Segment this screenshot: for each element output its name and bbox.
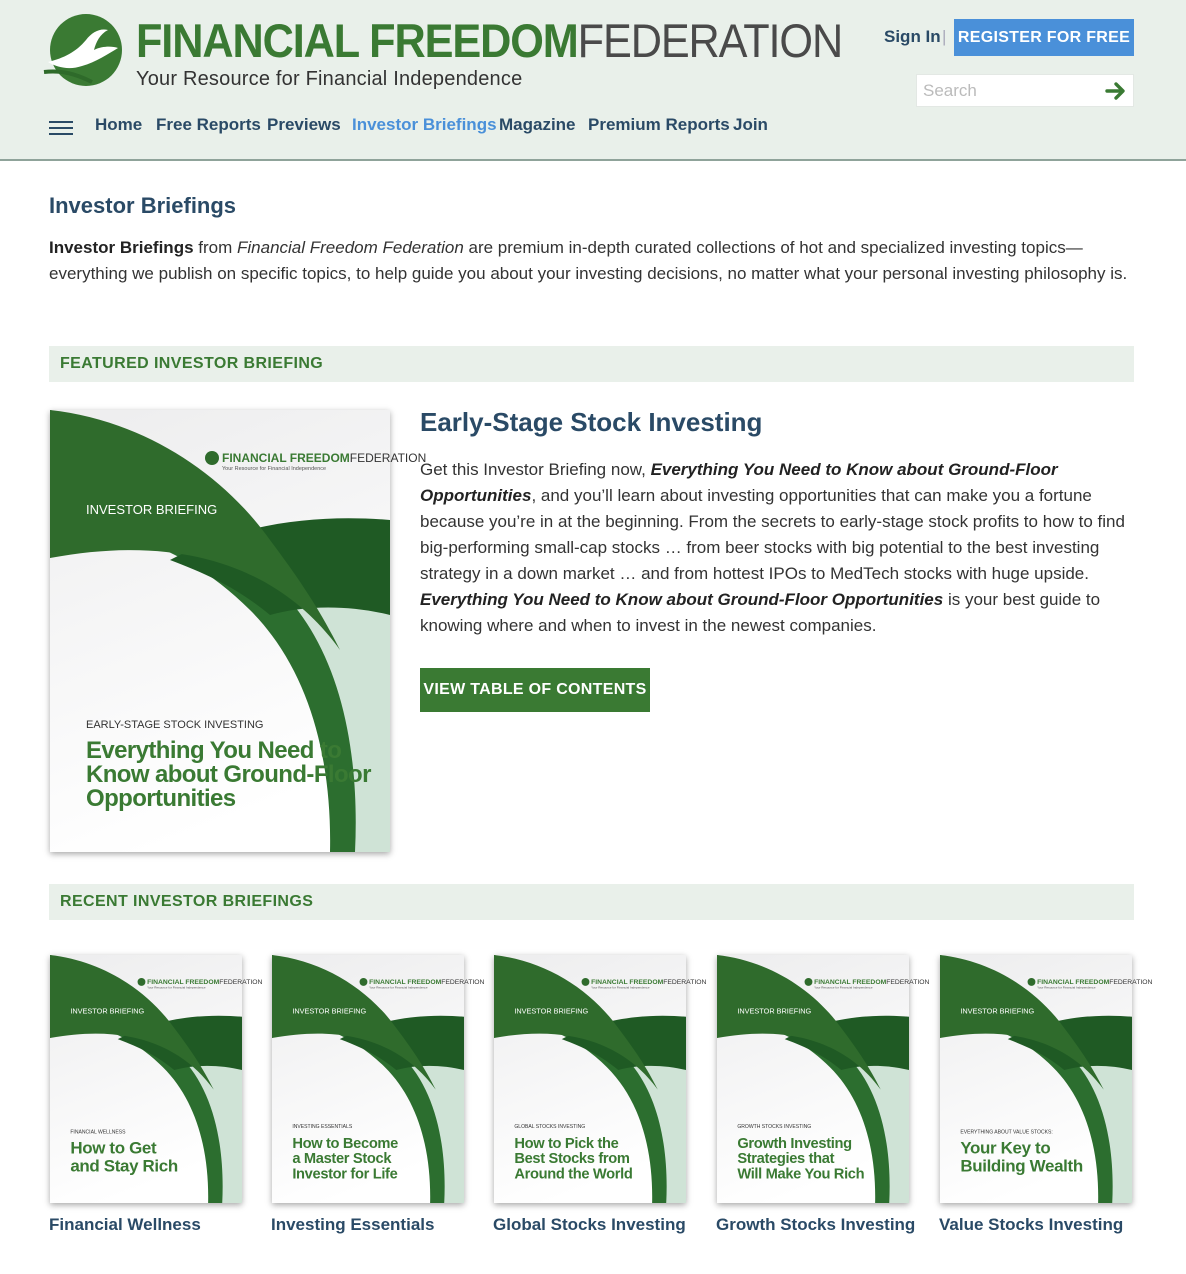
featured-description: Get this Investor Briefing now, Everything You Need to Know about Ground-Floor Opportunities, and you’ll learn about investing opportunities that can make you a fortune because you’re in at the beginning. From the secrets to early-stage stock profits to how to find big-performing small-cap stocks … from beer stocks with big potential to the best investing strategy in a down market … and from hottest IPOs to MedTech stocks with huge upside. Everything You Need to Know about Ground-Floor Opportunities is your best guide to knowing where and when to invest in the newest companies. (420, 460, 1125, 635)
recent-briefing-label[interactable]: Global Stocks Investing (493, 1215, 686, 1234)
cover-kicker: INVESTOR BRIEFING (70, 1006, 145, 1016)
featured-book-cover[interactable] (50, 410, 427, 852)
view-toc-button[interactable]: VIEW TABLE OF CONTENTS (420, 668, 650, 712)
sign-in-link[interactable]: Sign In (884, 27, 941, 46)
cover-title-line: Building Wealth (960, 1156, 1083, 1176)
cover-brand: FINANCIAL FREEDOMFEDERATION (147, 979, 263, 987)
cover-artwork (50, 410, 427, 852)
arrow-right-icon[interactable] (1105, 81, 1127, 101)
recent-briefing-label[interactable]: Financial Wellness (49, 1215, 201, 1234)
header-separator: | (942, 27, 947, 46)
cover-brand: FINANCIAL FREEDOMFEDERATION (591, 979, 707, 987)
nav-item-previews[interactable]: Previews (267, 115, 341, 134)
cover-topic: EARLY-STAGE STOCK INVESTING (86, 719, 264, 731)
cover-topic: EVERYTHING ABOUT VALUE STOCKS: (960, 1129, 1053, 1136)
recent-book-cover[interactable] (717, 955, 930, 1203)
recent-section-header: RECENT INVESTOR BRIEFINGS (49, 884, 1134, 920)
cover-kicker: INVESTOR BRIEFING (292, 1006, 367, 1016)
nav-item-join[interactable]: Join (733, 115, 768, 134)
cover-topic: GLOBAL STOCKS INVESTING (514, 1123, 586, 1130)
cover-title-line: How to Get (70, 1138, 157, 1158)
dove-logo-icon[interactable] (42, 12, 124, 88)
site-tagline: Your Resource for Financial Independence (136, 68, 523, 90)
intro-paragraph: Investor Briefings from Financial Freedom Federation are premium in-depth curated collections of hot and specialized investing topics—everything we publish on specific topics, to help guide you about your investing decisions, no matter what your personal investing philosophy is. (49, 238, 1128, 283)
cover-title-line: Know about Ground-Floor (86, 761, 371, 788)
cover-brand: FINANCIAL FREEDOMFEDERATION (1037, 979, 1153, 987)
cover-title-line: How to Become (292, 1136, 398, 1153)
cover-kicker: INVESTOR BRIEFING (514, 1006, 589, 1016)
cover-title-line: Everything You Need to (86, 737, 342, 764)
cover-artwork (494, 955, 707, 1203)
cover-kicker: INVESTOR BRIEFING (960, 1006, 1035, 1016)
cover-brand-tagline: Your Resource for Financial Independence (814, 985, 873, 990)
cover-brand-tagline: Your Resource for Financial Independence (147, 985, 206, 990)
cover-title-line: Investor for Life (292, 1166, 398, 1183)
cover-title-line: a Master Stock (292, 1151, 392, 1168)
recent-book-cover[interactable] (50, 955, 263, 1203)
cover-brand-tagline: Your Resource for Financial Independence (222, 466, 327, 472)
search-box (916, 74, 1134, 107)
recent-book-cover[interactable] (494, 955, 707, 1203)
cover-title-line: Growth Investing (737, 1136, 852, 1153)
search-input[interactable] (923, 79, 1093, 103)
cover-kicker: INVESTOR BRIEFING (86, 502, 218, 517)
cover-artwork (272, 955, 485, 1203)
cover-title-line: Your Key to (960, 1138, 1051, 1158)
cover-brand: FINANCIAL FREEDOMFEDERATION (222, 451, 427, 465)
cover-artwork (50, 955, 263, 1203)
cover-artwork (717, 955, 930, 1203)
recent-briefing-label[interactable]: Growth Stocks Investing (716, 1215, 916, 1234)
hamburger-menu-icon[interactable] (49, 121, 73, 137)
nav-item-premium-reports[interactable]: Premium Reports (588, 115, 730, 134)
cover-brand: FINANCIAL FREEDOMFEDERATION (814, 979, 930, 987)
register-button[interactable]: REGISTER FOR FREE (954, 19, 1134, 56)
cover-topic: INVESTING ESSENTIALS (292, 1123, 353, 1130)
cover-title-line: Around the World (514, 1166, 633, 1183)
cover-artwork (940, 955, 1153, 1203)
cover-brand-tagline: Your Resource for Financial Independence (591, 985, 650, 990)
cover-title-line: Best Stocks from (514, 1151, 630, 1168)
cover-topic: FINANCIAL WELLNESS (70, 1129, 126, 1136)
cover-kicker: INVESTOR BRIEFING (737, 1006, 812, 1016)
recent-book-cover[interactable] (272, 955, 485, 1203)
site-logo-title[interactable]: FINANCIAL FREEDOMFEDERATION (136, 14, 843, 67)
recent-briefing-label[interactable]: Value Stocks Investing (939, 1215, 1124, 1234)
cover-brand-tagline: Your Resource for Financial Independence (1037, 985, 1096, 990)
nav-item-home[interactable]: Home (95, 115, 143, 134)
recent-book-cover[interactable] (940, 955, 1153, 1203)
nav-item-free-reports[interactable]: Free Reports (156, 115, 261, 134)
cover-brand: FINANCIAL FREEDOMFEDERATION (369, 979, 485, 987)
cover-title-line: Strategies that (737, 1151, 835, 1168)
page-title: Investor Briefings (49, 193, 237, 218)
nav-item-magazine[interactable]: Magazine (499, 115, 576, 134)
featured-title[interactable]: Early-Stage Stock Investing (420, 407, 763, 437)
cover-title-line: How to Pick the (514, 1136, 619, 1153)
site-header (0, 0, 1186, 161)
featured-section-header: FEATURED INVESTOR BRIEFING (49, 346, 1134, 382)
cover-title-line: Opportunities (86, 785, 236, 812)
cover-title-line: Will Make You Rich (737, 1166, 865, 1183)
nav-item-investor-briefings[interactable]: Investor Briefings (352, 115, 497, 134)
cover-brand-tagline: Your Resource for Financial Independence (369, 985, 428, 990)
cover-title-line: and Stay Rich (70, 1156, 178, 1176)
recent-briefing-label[interactable]: Investing Essentials (271, 1215, 435, 1234)
cover-topic: GROWTH STOCKS INVESTING (737, 1123, 812, 1130)
